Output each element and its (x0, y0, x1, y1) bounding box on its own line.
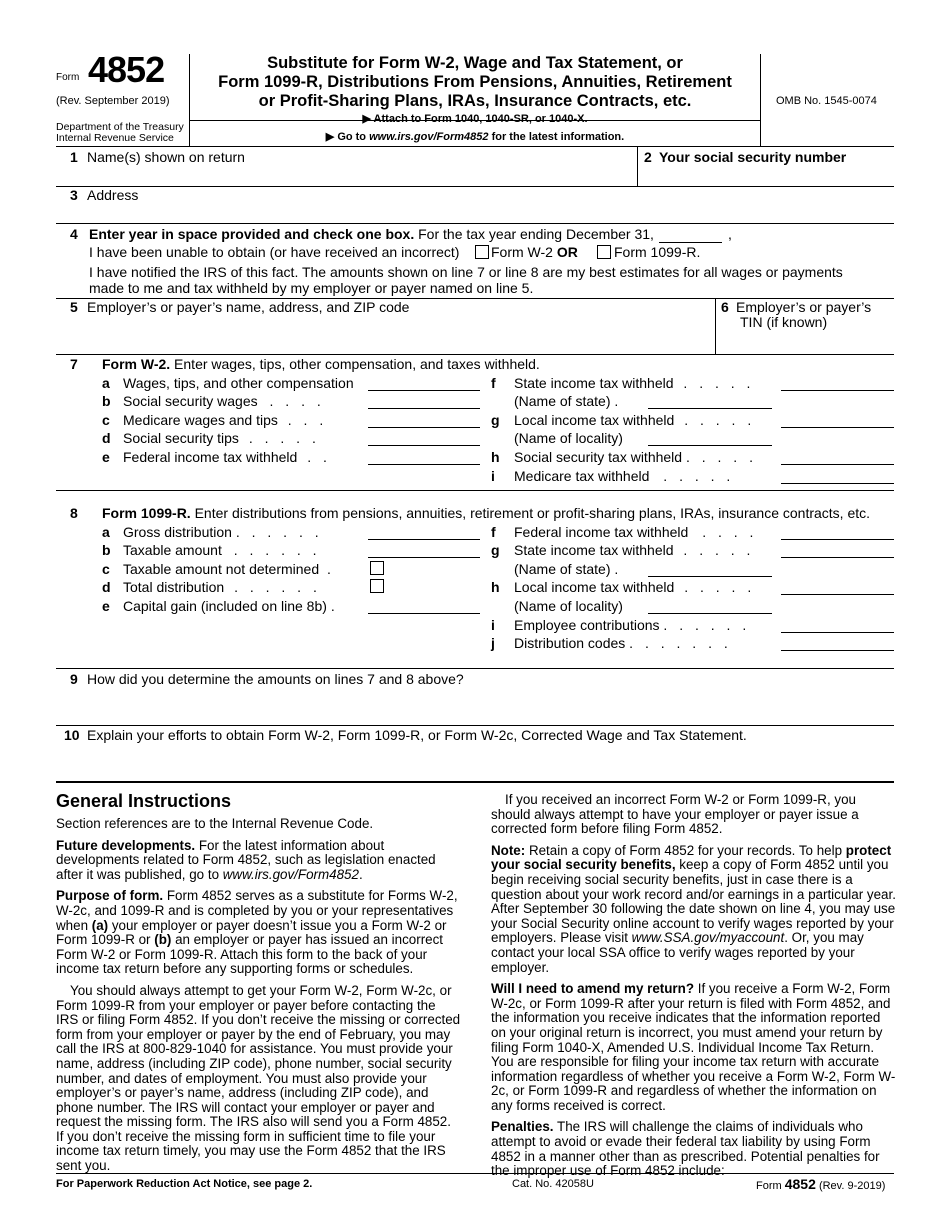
locality-name-field[interactable] (648, 429, 772, 446)
section-references: Section references are to the Internal Revenue Code. (56, 816, 374, 831)
tax-year-field[interactable] (659, 226, 722, 243)
line-label: Distribution codes . . . . . . . (514, 635, 732, 651)
line-letter: g (491, 542, 500, 558)
social-security-wages-field[interactable] (368, 392, 480, 409)
line-letter: g (491, 412, 500, 428)
name-field[interactable] (70, 167, 630, 185)
form-title-line1: Substitute for Form W-2, Wage and Tax Statement, or (267, 54, 683, 72)
form-w2-checkbox[interactable] (475, 245, 489, 259)
taxable-not-determined-checkbox[interactable] (370, 561, 384, 575)
employee-contributions-field[interactable] (781, 616, 894, 633)
medicare-wages-field[interactable] (368, 411, 480, 428)
social-security-tax-field[interactable] (781, 448, 894, 465)
wages-tips-field[interactable] (368, 374, 480, 391)
line-letter: j (491, 635, 495, 651)
future-developments: Future developments. For the latest information about developments related to Form 4852, such as legislation enacted after it was published, go to www.irs.gov/Form4852. (56, 837, 436, 882)
line-letter: e (102, 449, 110, 465)
line-label: Social security tips . . . . . (123, 430, 320, 446)
line3-number: 3 (70, 187, 78, 203)
irs-form4852-link[interactable]: www.irs.gov/Form4852 (369, 131, 489, 143)
ssa-link[interactable]: www.SSA.gov/myaccount (631, 930, 785, 946)
line4-instruction: Enter year in space provided and check one box. For the tax year ending December 31, (89, 226, 654, 242)
line-label: Social security wages . . . . (123, 393, 325, 409)
social-security-tips-field[interactable] (368, 429, 480, 446)
line2-label: Your social security number (659, 149, 847, 165)
line3-label: Address (87, 187, 139, 203)
line-label: Medicare wages and tips . . . (123, 412, 328, 428)
line-label: State income tax withheld . . . . . (514, 375, 755, 391)
line-letter: a (102, 375, 110, 391)
line-label: Capital gain (included on line 8b) . (123, 598, 339, 614)
federal-tax-1099-field[interactable] (781, 523, 894, 540)
local-tax-1099-field[interactable] (781, 578, 894, 595)
determination-field[interactable] (70, 690, 890, 722)
line-letter: d (102, 579, 111, 595)
instructions-heading: General Instructions (56, 791, 232, 811)
form-1099r-checkbox[interactable] (597, 245, 611, 259)
line-label: Social security tax withheld . . . . . (514, 449, 757, 465)
state-tax-1099-field[interactable] (781, 541, 894, 558)
line-letter: c (102, 412, 110, 428)
line5-number: 5 (70, 299, 78, 315)
address-field[interactable] (70, 204, 890, 222)
attempt-paragraph: You should always attempt to get your Form W-2, Form W-2c, or Form 1099-R from your employer or payer before contacting the IRS or filing Form 4852. If you don’t receive the missing or corrected form from your employer or payer by the end of February, you may call the IRS at 800-829-1040 for assistance. You must provide your name, address (including ZIP code), phone number, social security number, and dates of employment. You must also provide your employer’s or payer’s name, address (including ZIP code), and phone number. The IRS will contact your employer or payer and request the missing form. The IRS also will send you a Form 4852. If you don’t receive the missing form in sufficient time to file your income tax return timely, you may use the Form 4852 that the IRS sent you. (56, 982, 461, 1174)
line-label: State income tax withheld . . . . . (514, 542, 755, 558)
form-number: 4852 (88, 49, 165, 90)
line-letter: c (102, 561, 110, 577)
line5-label: Employer’s or payer’s name, address, and ZIP code (87, 299, 410, 315)
line-label: Federal income tax withheld . . (123, 449, 331, 465)
department-name: Department of the Treasury (56, 121, 184, 133)
line-label: (Name of state) . (514, 393, 619, 409)
line9-number: 9 (70, 671, 78, 687)
line-label: Taxable amount not determined . (123, 561, 335, 577)
irs-link[interactable]: www.irs.gov/Form4852 (222, 866, 359, 882)
line7-heading: Form W-2. Enter wages, tips, other compensation, and taxes withheld. (102, 356, 540, 372)
line2-number: 2 (644, 149, 652, 165)
line-letter: h (491, 579, 500, 595)
line-letter: d (102, 430, 111, 446)
form-revision: (Rev. September 2019) (56, 95, 170, 107)
local-tax-withheld-field[interactable] (781, 411, 894, 428)
line-label: Gross distribution . . . . . . (123, 524, 323, 540)
line-label: Local income tax withheld . . . . . (514, 412, 756, 428)
line-letter: f (491, 375, 496, 391)
instructions-left-column (56, 817, 461, 1181)
omb-number: OMB No. 1545-0074 (776, 95, 877, 107)
line-label: Employee contributions . . . . . . (514, 617, 751, 633)
line-label: Total distribution . . . . . . (123, 579, 321, 595)
line10-number: 10 (64, 727, 80, 743)
line-label: Federal income tax withheld . . . . (514, 524, 758, 540)
line8-number: 8 (70, 505, 78, 521)
medicare-tax-field[interactable] (781, 467, 894, 484)
form-word: Form (56, 72, 80, 83)
line-letter: i (491, 468, 495, 484)
line-letter: b (102, 393, 111, 409)
state-name-field[interactable] (648, 392, 772, 409)
ssn-field[interactable] (644, 167, 889, 185)
form-w2-label: Form W-2 OR (491, 244, 578, 260)
line-label: (Name of locality) (514, 598, 623, 614)
employer-tin-field[interactable] (721, 334, 891, 352)
state-tax-withheld-field[interactable] (781, 374, 894, 391)
line-label: Medicare tax withheld . . . . . (514, 468, 735, 484)
line7-number: 7 (70, 356, 78, 372)
federal-tax-withheld-field[interactable] (368, 448, 480, 465)
attach-instruction: ▶ Attach to Form 1040, 1040-SR, or 1040-X. (362, 113, 588, 125)
locality-name-1099-field[interactable] (648, 597, 772, 614)
line-letter: f (491, 524, 496, 540)
form-title-line3: or Profit-Sharing Plans, IRAs, Insurance Contracts, etc. (258, 92, 692, 110)
state-name-1099-field[interactable] (648, 560, 772, 577)
employer-field[interactable] (70, 318, 710, 352)
line6-label1: Employer’s or payer’s (736, 299, 872, 315)
line-letter: h (491, 449, 500, 465)
penalties-paragraph: Penalties. The IRS will challenge the claims of individuals who attempt to avoid or evade their federal tax liability by using Form 4852 in a manner other than as prescribed. Potential penalties for the improper use of Form 4852 include: (491, 1119, 880, 1179)
line-letter: e (102, 598, 110, 614)
line-letter: i (491, 617, 495, 633)
line8-heading: Form 1099-R. Enter distributions from pensions, annuities, retirement or profit-sharing plans, IRAs, insurance contracts, etc. (102, 505, 871, 521)
taxable-amount-field[interactable] (368, 541, 480, 558)
amend-paragraph: Will I need to amend my return? If you receive a Form W-2, Form W-2c, or Form 1099-R after your return is filed with Form 4852, and the information you receive indicates that the information reported on your original return is incorrect, you must amend your return by filing Form 1040-X, Amended U.S. Individual Income Tax Return. You are responsible for filing your income tax return with accurate information regardless of whether you receive a Form W-2, Form W-2c, or Form 1099-R and regardless of whether the information on any forms received is correct. (491, 981, 896, 1113)
line10-label: Explain your efforts to obtain Form W-2, Form 1099-R, or Form W-2c, Corrected Wage and Tax Statement. (87, 727, 747, 743)
service-name: Internal Revenue Service (56, 132, 174, 144)
goto-instruction: ▶ Go to www.irs.gov/Form4852 for the latest information. (325, 131, 625, 143)
line4-comma: , (728, 226, 732, 242)
distribution-codes-field[interactable] (781, 634, 894, 651)
instructions-right-column (491, 793, 896, 1186)
total-distribution-checkbox[interactable] (370, 579, 384, 593)
line-letter: b (102, 542, 111, 558)
line-letter: a (102, 524, 110, 540)
footer-form-id: Form 4852 (Rev. 9-2019) (756, 1176, 886, 1192)
gross-distribution-field[interactable] (368, 523, 480, 540)
line-label: (Name of state) . (514, 561, 619, 577)
incorrect-form-paragraph: If you received an incorrect Form W-2 or Form 1099-R, you should always attempt to have your employer or payer issue a corrected form before filing Form 4852. (491, 792, 859, 837)
form-title-line2: Form 1099-R, Distributions From Pensions, Annuities, Retirement (218, 73, 732, 91)
line1-number: 1 (70, 149, 78, 165)
paperwork-notice: For Paperwork Reduction Act Notice, see page 2. (56, 1178, 313, 1190)
efforts-field[interactable] (70, 746, 890, 778)
capital-gain-field[interactable] (368, 597, 480, 614)
line4-number: 4 (70, 226, 78, 242)
line6-number: 6 (721, 299, 729, 315)
line1-label: Name(s) shown on return (87, 149, 245, 165)
note-paragraph: Note: Retain a copy of Form 4852 for your records. To help protect your social security benefits, keep a copy of Form 4852 until you begin receiving social security benefits, just in case there is a question about your work record and/or earnings in a particular year. After September 30 following the date shown on line 4, you may use your Social Security online account to verify wages reported by your employers. Please visit www.SSA.gov/myaccount. Or, you may contact your local SSA office to verify wages reported by your employer. (491, 842, 896, 975)
line6-label2: TIN (if known) (740, 314, 828, 330)
line9-label: How did you determine the amounts on lines 7 and 8 above? (87, 671, 464, 687)
line-label: Taxable amount . . . . . . (123, 542, 321, 558)
purpose-of-form: Purpose of form. Form 4852 serves as a substitute for Forms W-2, W-2c, and 1099-R and is completed by you or your representatives when (a) your employer or payer doesn’t issue you a Form W-2 or Form 1099-R or (b) an employer or payer has issued an incorrect Form W-2 or Form 1099-R. Attach this form to the back of your income tax return before any supporting forms or schedules. (56, 888, 458, 977)
line-label: Local income tax withheld . . . . . (514, 579, 756, 595)
line-label: Wages, tips, and other compensation (123, 375, 354, 391)
line-label: (Name of locality) (514, 430, 623, 446)
form-1099r-label: Form 1099-R. (614, 244, 701, 260)
line4-notified-line1: I have notified the IRS of this fact. The amounts shown on line 7 or line 8 are my best estimates for all wages or payments (89, 264, 843, 280)
line4-notified-line2: made to me and tax withheld by my employer or payer named on line 5. (89, 280, 534, 296)
catalog-number: Cat. No. 42058U (512, 1178, 594, 1190)
line4-unable-text: I have been unable to obtain (or have received an incorrect) (89, 244, 460, 260)
